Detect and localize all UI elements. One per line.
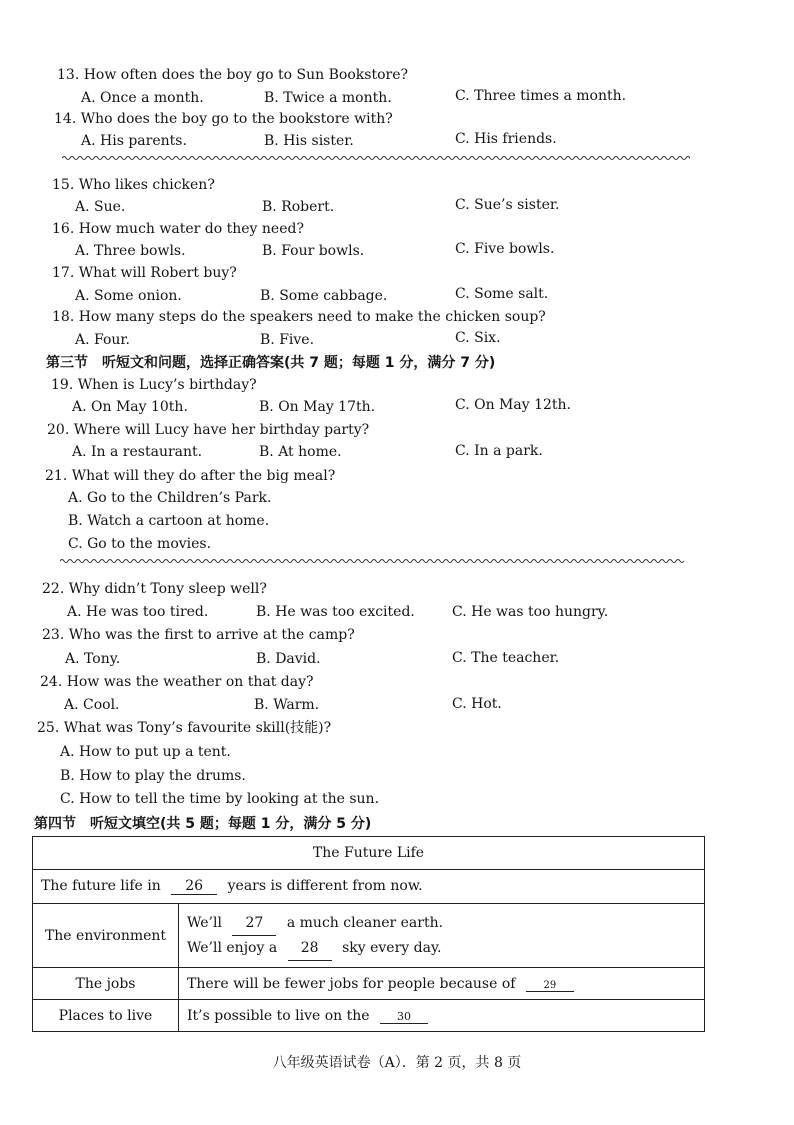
question-22-option-b[interactable]: B. He was too excited. bbox=[256, 604, 415, 620]
blank-29[interactable]: 29 bbox=[526, 980, 574, 992]
question-23-option-a[interactable]: A. Tony. bbox=[65, 651, 121, 667]
question-16-option-b[interactable]: B. Four bowls. bbox=[262, 243, 365, 259]
question-14-option-a[interactable]: A. His parents. bbox=[81, 133, 187, 149]
question-18-stem: 18. How many steps do the speakers need to make the chicken soup? bbox=[52, 309, 546, 325]
question-23-stem: 23. Who was the first to arrive at the camp? bbox=[42, 627, 355, 643]
question-21-option-a[interactable]: A. Go to the Children’s Park. bbox=[68, 490, 272, 506]
env-line1-before: We’ll bbox=[187, 914, 222, 931]
question-24-option-a[interactable]: A. Cool. bbox=[64, 697, 120, 713]
question-20-stem: 20. Where will Lucy have her birthday party? bbox=[47, 422, 370, 438]
blank-26[interactable]: 26 bbox=[171, 878, 217, 895]
question-13-stem: 13. How often does the boy go to Sun Bookstore? bbox=[57, 67, 408, 83]
blank-27[interactable]: 27 bbox=[232, 911, 276, 936]
table-row-years bbox=[33, 870, 705, 904]
question-14-option-c[interactable]: C. His friends. bbox=[455, 131, 557, 147]
question-25-stem: 25. What was Tony’s favourite skill(技能)? bbox=[37, 720, 332, 736]
question-19-option-a[interactable]: A. On May 10th. bbox=[72, 399, 188, 415]
places-text-before: It’s possible to live on the bbox=[187, 1007, 370, 1024]
places-label: Places to live bbox=[33, 1000, 179, 1032]
question-21-option-c[interactable]: C. Go to the movies. bbox=[68, 536, 212, 552]
question-16-option-c[interactable]: C. Five bowls. bbox=[455, 241, 555, 257]
env-content bbox=[179, 904, 705, 968]
env-line2-after: sky every day. bbox=[342, 939, 442, 956]
question-20-option-b[interactable]: B. At home. bbox=[259, 444, 342, 460]
question-17-option-c[interactable]: C. Some salt. bbox=[455, 286, 549, 302]
question-16-option-a[interactable]: A. Three bowls. bbox=[75, 243, 186, 259]
question-20-option-a[interactable]: A. In a restaurant. bbox=[72, 444, 203, 460]
blank-30[interactable]: 30 bbox=[380, 1010, 428, 1024]
question-19-stem: 19. When is Lucy’s birthday? bbox=[51, 377, 257, 393]
jobs-content bbox=[179, 968, 705, 1000]
question-18-option-c[interactable]: C. Six. bbox=[455, 330, 501, 346]
question-15-option-c[interactable]: C. Sue’s sister. bbox=[455, 197, 560, 213]
jobs-text-before: There will be fewer jobs for people because of bbox=[187, 975, 516, 992]
question-15-option-a[interactable]: A. Sue. bbox=[75, 199, 126, 215]
question-19-option-c[interactable]: C. On May 12th. bbox=[455, 397, 572, 413]
question-18-option-a[interactable]: A. Four. bbox=[75, 332, 131, 348]
row1-text-before: The future life in bbox=[41, 878, 161, 894]
row1-text-after: years is different from now. bbox=[227, 878, 423, 894]
env-line2-before: We’ll enjoy a bbox=[187, 939, 278, 956]
question-25-option-a[interactable]: A. How to put up a tent. bbox=[60, 744, 231, 760]
env-line1-after: a much cleaner earth. bbox=[286, 914, 444, 931]
question-16-stem: 16. How much water do they need? bbox=[52, 221, 304, 237]
question-13-option-c[interactable]: C. Three times a month. bbox=[455, 88, 627, 104]
divider-wavy-1 bbox=[62, 154, 690, 162]
question-24-option-c[interactable]: C. Hot. bbox=[452, 696, 502, 712]
places-content bbox=[179, 1000, 705, 1032]
question-22-option-c[interactable]: C. He was too hungry. bbox=[452, 604, 609, 620]
question-24-option-b[interactable]: B. Warm. bbox=[254, 697, 320, 713]
question-23-option-b[interactable]: B. David. bbox=[256, 651, 321, 667]
question-17-option-a[interactable]: A. Some onion. bbox=[75, 288, 182, 304]
section-4-title: 第四节 听短文填空(共 5 题；每题 1 分，满分 5 分) bbox=[34, 816, 372, 832]
blank-28[interactable]: 28 bbox=[288, 936, 332, 961]
page-footer: 八年级英语试卷（A）．第 2 页，共 8 页 bbox=[272, 1055, 522, 1071]
question-17-stem: 17. What will Robert buy? bbox=[52, 265, 237, 281]
future-life-table bbox=[32, 836, 705, 1032]
question-14-stem: 14. Who does the boy go to the bookstore with? bbox=[54, 111, 393, 127]
question-13-option-b[interactable]: B. Twice a month. bbox=[264, 90, 392, 106]
question-25-option-c[interactable]: C. How to tell the time by looking at the sun. bbox=[60, 791, 380, 807]
question-24-stem: 24. How was the weather on that day? bbox=[40, 674, 314, 690]
question-14-option-b[interactable]: B. His sister. bbox=[264, 133, 354, 149]
question-23-option-c[interactable]: C. The teacher. bbox=[452, 650, 560, 666]
question-15-stem: 15. Who likes chicken? bbox=[52, 177, 215, 193]
question-18-option-b[interactable]: B. Five. bbox=[260, 332, 315, 348]
question-15-option-b[interactable]: B. Robert. bbox=[262, 199, 335, 215]
table-title: The Future Life bbox=[33, 837, 705, 870]
question-19-option-b[interactable]: B. On May 17th. bbox=[259, 399, 376, 415]
question-13-option-a[interactable]: A. Once a month. bbox=[81, 90, 204, 106]
divider-wavy-2 bbox=[60, 557, 692, 565]
question-21-option-b[interactable]: B. Watch a cartoon at home. bbox=[68, 513, 270, 529]
question-21-stem: 21. What will they do after the big meal? bbox=[45, 468, 336, 484]
env-label: The environment bbox=[33, 904, 179, 968]
section-3-title: 第三节 听短文和问题，选择正确答案(共 7 题；每题 1 分，满分 7 分) bbox=[46, 355, 496, 371]
question-22-option-a[interactable]: A. He was too tired. bbox=[67, 604, 209, 620]
question-22-stem: 22. Why didn’t Tony sleep well? bbox=[42, 581, 267, 597]
question-25-option-b[interactable]: B. How to play the drums. bbox=[60, 768, 246, 784]
jobs-label: The jobs bbox=[33, 968, 179, 1000]
question-20-option-c[interactable]: C. In a park. bbox=[455, 443, 543, 459]
question-17-option-b[interactable]: B. Some cabbage. bbox=[260, 288, 388, 304]
